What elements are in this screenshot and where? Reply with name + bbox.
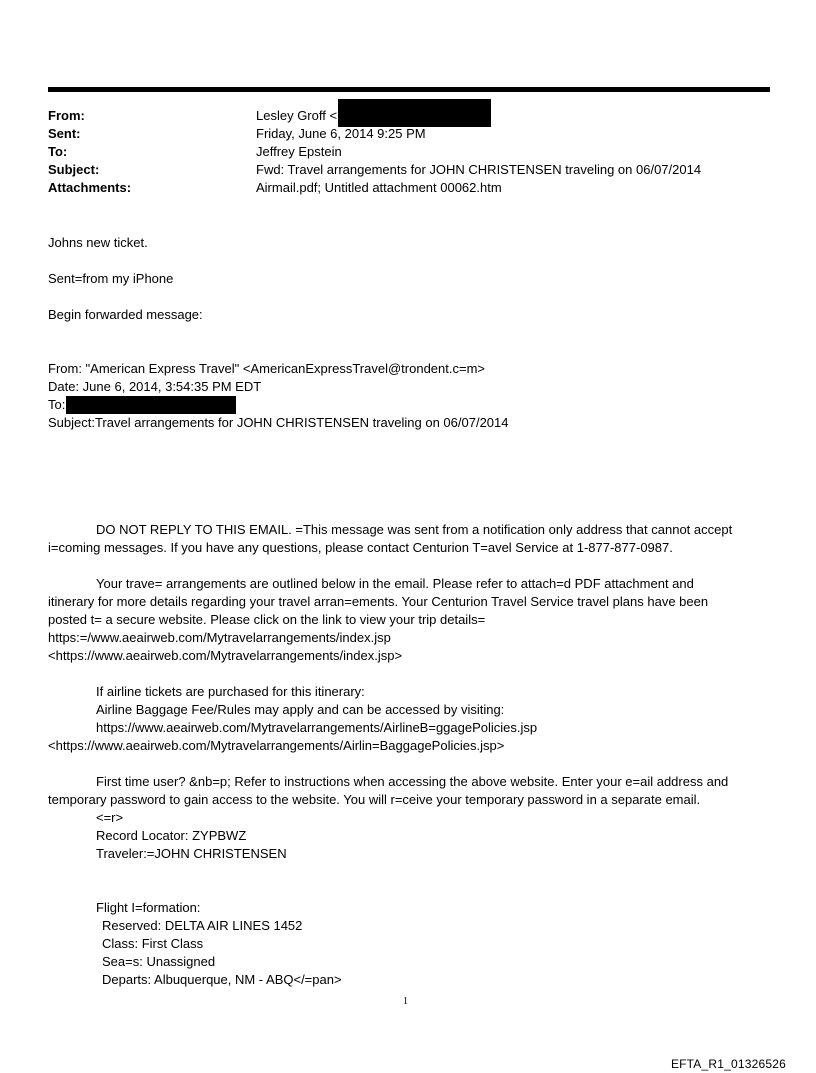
paragraph-line: itinerary for more details regarding your travel arran=ements. Your Centurion Travel Service travel plans have been [48, 594, 709, 609]
forwarded-date: Date: June 6, 2014, 3:54:35 PM EDT [48, 379, 262, 394]
redaction-box [66, 396, 236, 414]
redaction-box [338, 99, 491, 127]
document-id: EFTA_R1_01326526 [670, 1057, 786, 1071]
paragraph-line: Airline Baggage Fee/Rules may apply and can be accessed by visiting: [96, 702, 505, 717]
sent-label: Sent: [48, 126, 81, 141]
attachments-value: Airmail.pdf; Untitled attachment 00062.htm [256, 180, 502, 195]
from-label: From: [48, 108, 85, 123]
paragraph-line: i=coming messages. If you have any questions, please contact Centurion T=avel Service at 1-877-877-0987. [48, 540, 673, 555]
paragraph-line: Your trave= arrangements are outlined below in the email. Please refer to attach=d PDF attachment and [96, 576, 694, 591]
flight-detail: Departs: Albuquerque, NM - ABQ</=pan> [102, 972, 342, 987]
flight-detail: Sea=s: Unassigned [102, 954, 216, 969]
paragraph-line: DO NOT REPLY TO THIS EMAIL. =This message was sent from a notification only address that cannot accept [96, 522, 733, 537]
to-label: To: [48, 144, 68, 159]
page-number: 1 [403, 996, 408, 1007]
forwarded-to: To: [48, 397, 66, 412]
paragraph-line: posted t= a secure website. Please click on the link to view your trip details= [48, 612, 486, 627]
to-value: Jeffrey Epstein [256, 144, 342, 159]
traveler: Traveler:=JOHN CHRISTENSEN [96, 846, 287, 861]
flight-detail: Class: First Class [102, 936, 204, 951]
trip-link[interactable]: https:=/www.aeairweb.com/Mytravelarrangements/index.jsp [48, 630, 391, 645]
subject-value: Fwd: Travel arrangements for JOHN CHRISTENSEN traveling on 06/07/2014 [256, 162, 702, 177]
flight-detail: Reserved: DELTA AIR LINES 1452 [102, 918, 303, 933]
sent-value: Friday, June 6, 2014 9:25 PM [256, 126, 426, 141]
attachments-label: Attachments: [48, 180, 132, 195]
paragraph-line: If airline tickets are purchased for this itinerary: [96, 684, 365, 699]
body-line: Johns new ticket. [48, 235, 148, 250]
trip-link[interactable]: <https://www.aeairweb.com/Mytravelarrangements/index.jsp> [48, 648, 403, 663]
subject-label: Subject: [48, 162, 100, 177]
record-locator: Record Locator: ZYPBWZ [96, 828, 247, 843]
body-line: Begin forwarded message: [48, 307, 203, 322]
forwarded-subject: Subject:Travel arrangements for JOHN CHRISTENSEN traveling on 06/07/2014 [48, 415, 509, 430]
paragraph-line: <=r> [96, 810, 124, 825]
flight-info-heading: Flight I=formation: [96, 900, 201, 915]
paragraph-line: temporary password to gain access to the website. You will r=ceive your temporary password in a separate email. [48, 792, 701, 807]
baggage-link[interactable]: <https://www.aeairweb.com/Mytravelarrangements/Airlin=BaggagePolicies.jsp> [48, 738, 505, 753]
paragraph-line: First time user? &nb=p; Refer to instructions when accessing the above website. Enter your e=ail address and [96, 774, 729, 789]
baggage-link[interactable]: https://www.aeairweb.com/Mytravelarrangements/AirlineB=ggagePolicies.jsp [96, 720, 538, 735]
from-value: Lesley Groff < [256, 108, 338, 123]
forwarded-from: From: "American Express Travel" <AmericanExpressTravel@trondent.c=m> [48, 361, 486, 376]
header-rule [48, 87, 770, 92]
body-line: Sent=from my iPhone [48, 271, 174, 286]
